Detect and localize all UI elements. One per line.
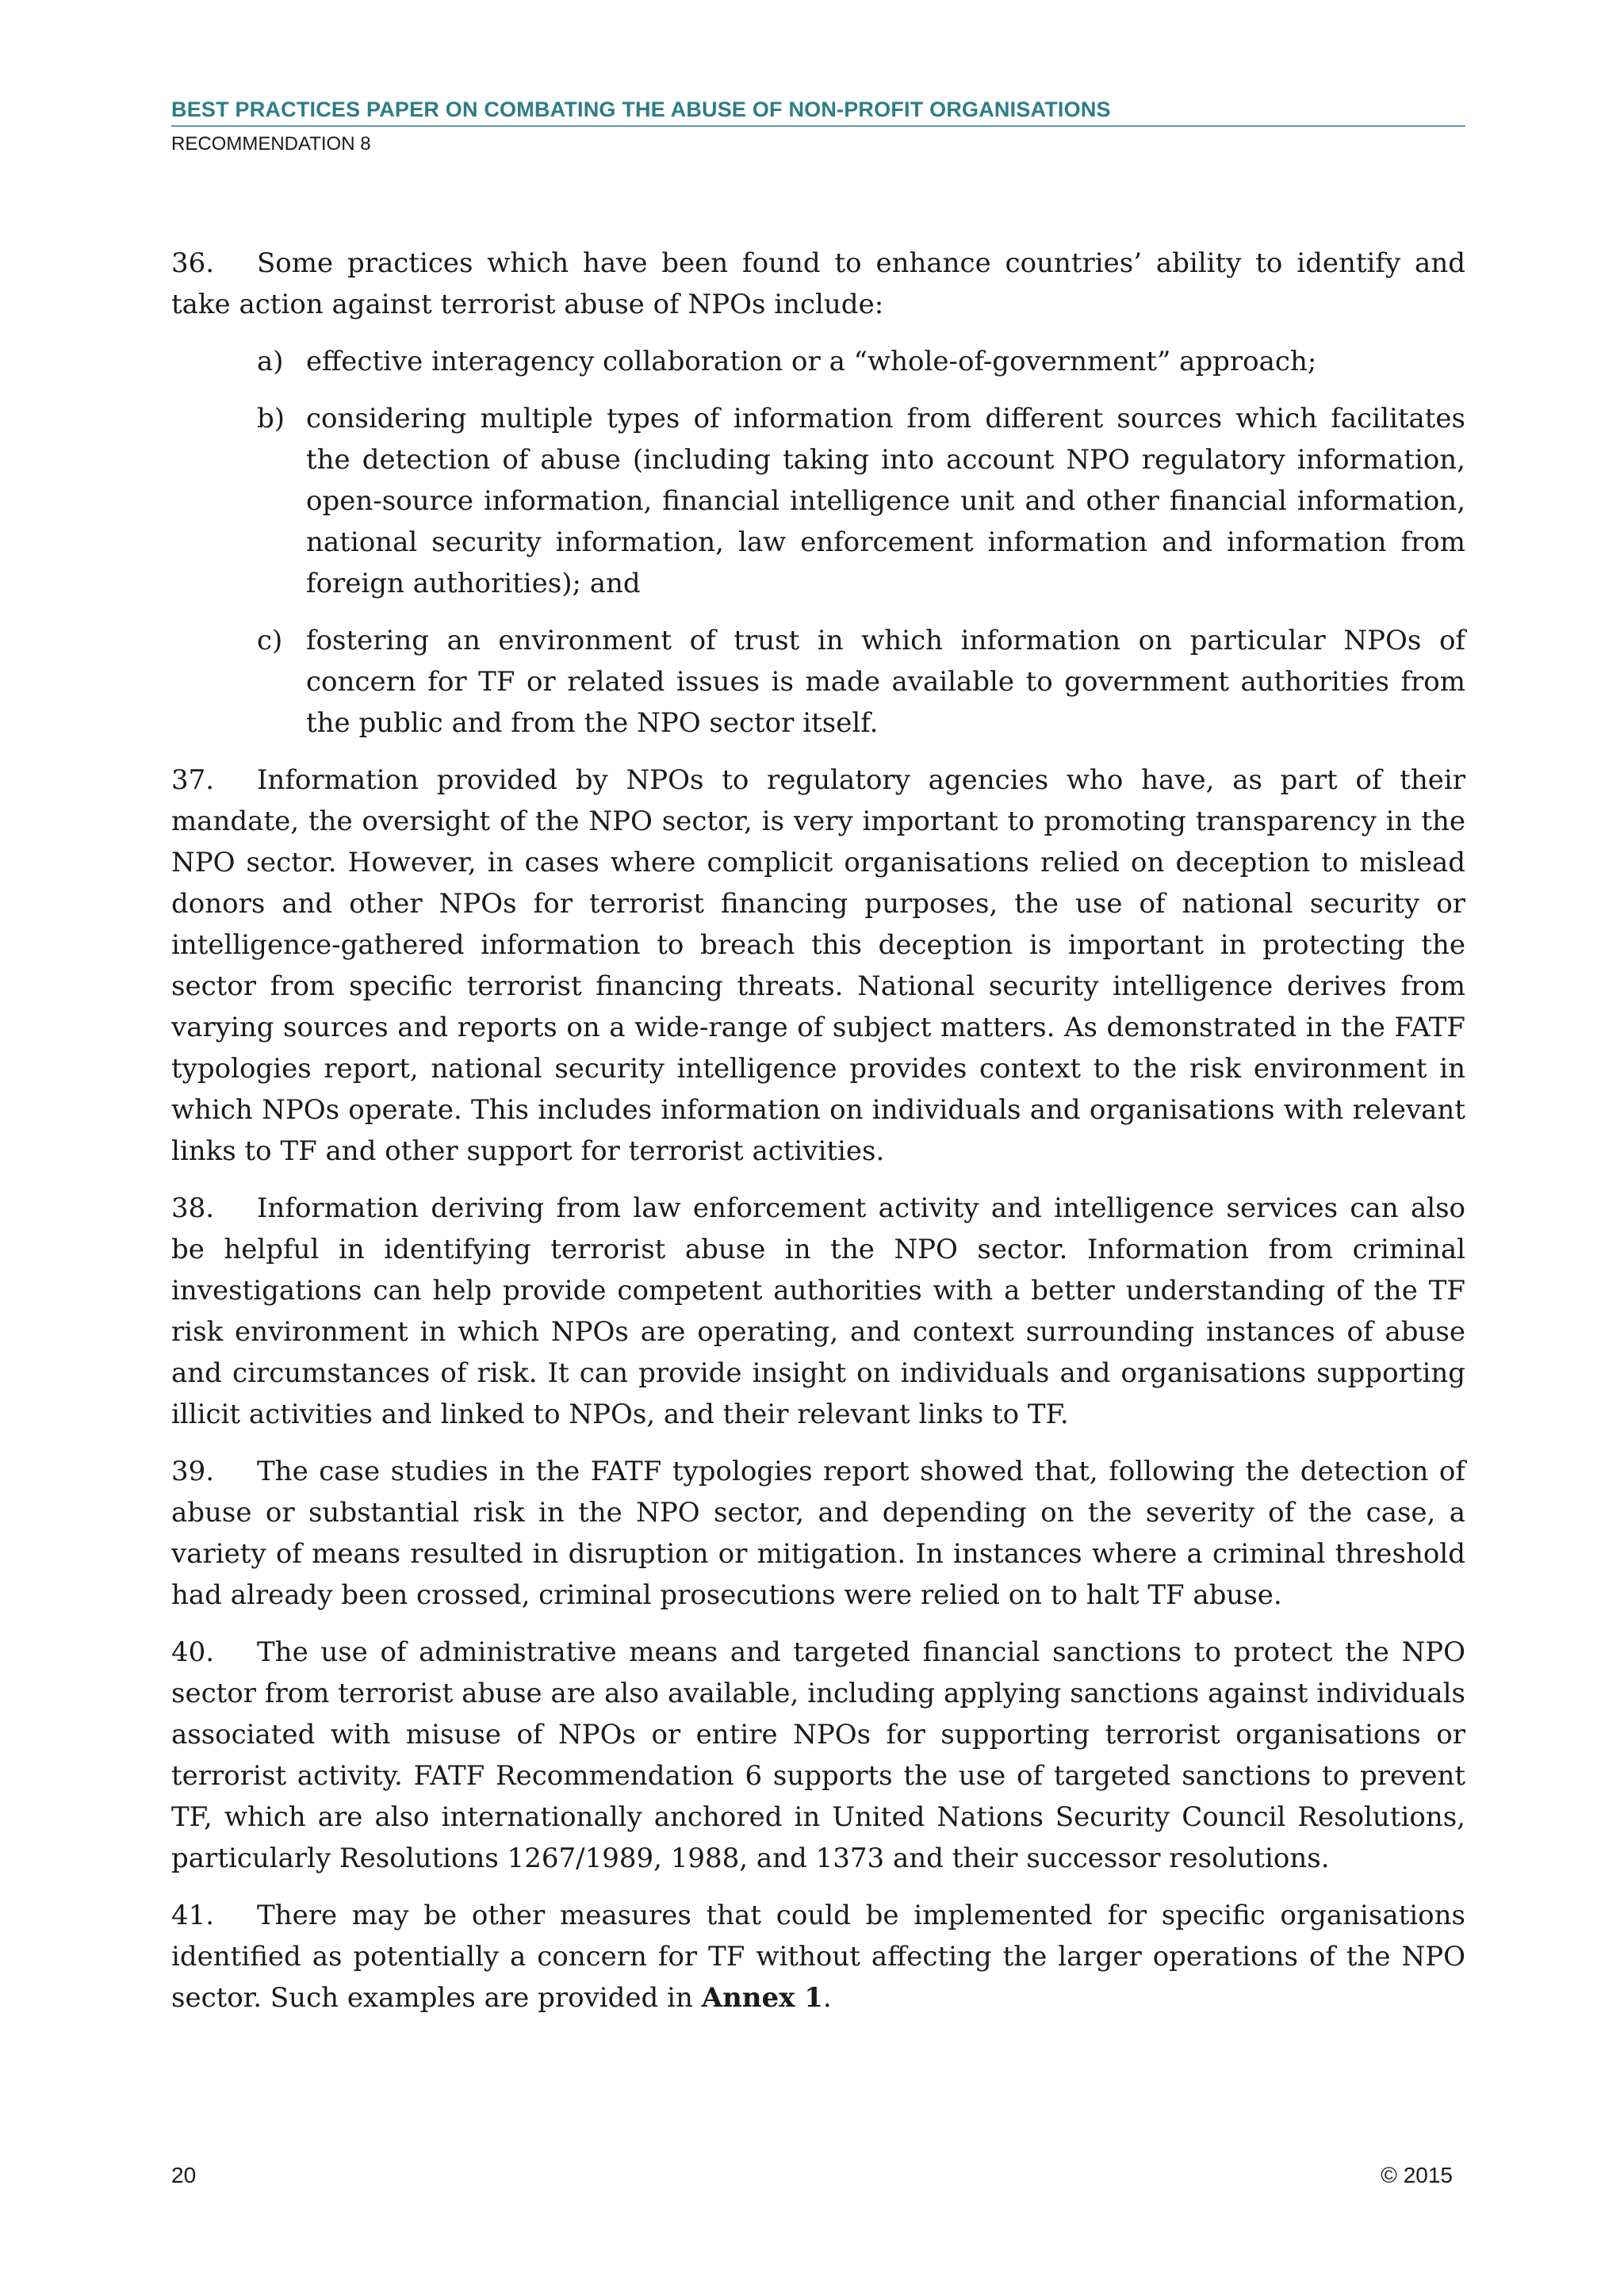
paragraph-40 bbox=[171, 1632, 1465, 1879]
paragraph-36 bbox=[171, 243, 1465, 325]
list-item-text: effective interagency collaboration or a “whole-of-government” approach; bbox=[306, 346, 1317, 377]
list-item bbox=[171, 341, 1465, 382]
list-item bbox=[171, 620, 1465, 744]
list-item bbox=[171, 398, 1465, 604]
list-marker: b) bbox=[257, 403, 285, 434]
paragraph-39 bbox=[171, 1451, 1465, 1616]
list-item-text: considering multiple types of information from different sources which facilitates the detection of abuse (including taking into account NPO regulatory information, open-source information, financial intelligence unit and other financial information, national security information, law enforcement information and information from foreign authorities); and bbox=[306, 403, 1465, 599]
paragraph-number: 41. bbox=[171, 1900, 215, 1931]
paragraph-number: 38. bbox=[171, 1192, 215, 1224]
paragraph-38 bbox=[171, 1188, 1465, 1435]
copyright-notice: © 2015 bbox=[1381, 2163, 1453, 2187]
paragraph-text: The use of administrative means and targeted financial sanctions to protect the NPO sector from terrorist abuse are also available, including applying sanctions against individuals associated with misuse of NPOs or entire NPOs for supporting terrorist organisations or terrorist activity. FATF Recommendation 6 supports the use of targeted sanctions to prevent TF, which are also internationally anchored in United Nations Security Council Resolutions, particularly Resolutions 1267/1989, 1988, and 1373 and their successor resolutions. bbox=[171, 1636, 1465, 1874]
paragraph-text: Information deriving from law enforcement activity and intelligence services can also be helpful in identifying terrorist abuse in the NPO sector. Information from criminal investigations can help provide competent authorities with a better understanding of the TF risk environment in which NPOs are operating, and context surrounding instances of abuse and circumstances of risk. It can provide insight on individuals and organisations supporting illicit activities and linked to NPOs, and their relevant links to TF. bbox=[171, 1192, 1465, 1430]
paragraph-41 bbox=[171, 1895, 1465, 2019]
practices-list bbox=[171, 341, 1465, 744]
paragraph-text: Information provided by NPOs to regulatory agencies who have, as part of their mandate, the oversight of the NPO sector, is very important to promoting transparency in the NPO sector. However, in cases where complicit organisations relied on deception to mislead donors and other NPOs for terrorist financing purposes, the use of national security or intelligence-gathered information to breach this deception is important in protecting the sector from specific terrorist financing threats. National security intelligence derives from varying sources and reports on a wide-range of subject matters. As demonstrated in the FATF typologies report, national security intelligence provides context to the risk environment in which NPOs operate. This includes information on individuals and organisations with relevant links to TF and other support for terrorist activities. bbox=[171, 764, 1465, 1167]
document-title: BEST PRACTICES PAPER ON COMBATING THE ABUSE OF NON-PROFIT ORGANISATIONS bbox=[171, 98, 1111, 121]
paragraph-text: There may be other measures that could be implemented for specific organisations identified as potentially a concern for TF without affecting the larger operations of the NPO sector. Such examples are provided in bbox=[171, 1900, 1465, 2014]
paragraph-text-end: . bbox=[822, 1982, 832, 2014]
list-marker: a) bbox=[257, 346, 284, 377]
page-header bbox=[171, 94, 1465, 159]
page-number: 20 bbox=[171, 2163, 197, 2187]
document-subtitle: RECOMMENDATION 8 bbox=[171, 133, 371, 155]
paragraph-number: 37. bbox=[171, 764, 215, 796]
paragraph-number: 36. bbox=[171, 247, 215, 279]
paragraph-text: Some practices which have been found to enhance countries’ ability to identify and take action against terrorist abuse of NPOs include: bbox=[171, 247, 1465, 320]
page-body bbox=[171, 243, 1465, 2034]
list-marker: c) bbox=[257, 625, 283, 656]
annex-reference: Annex 1 bbox=[701, 1982, 823, 2014]
list-item-text: fostering an environment of trust in which information on particular NPOs of concern for TF or related issues is made available to government authorities from the public and from the NPO sector itself. bbox=[306, 625, 1465, 739]
paragraph-text: The case studies in the FATF typologies report showed that, following the detection of abuse or substantial risk in the NPO sector, and depending on the severity of the case, a variety of means resulted in disruption or mitigation. In instances where a criminal threshold had already been crossed, criminal prosecutions were relied on to halt TF abuse. bbox=[171, 1456, 1465, 1611]
paragraph-number: 40. bbox=[171, 1636, 215, 1668]
paragraph-37 bbox=[171, 760, 1465, 1172]
paragraph-number: 39. bbox=[171, 1456, 215, 1487]
header-divider bbox=[171, 125, 1465, 127]
